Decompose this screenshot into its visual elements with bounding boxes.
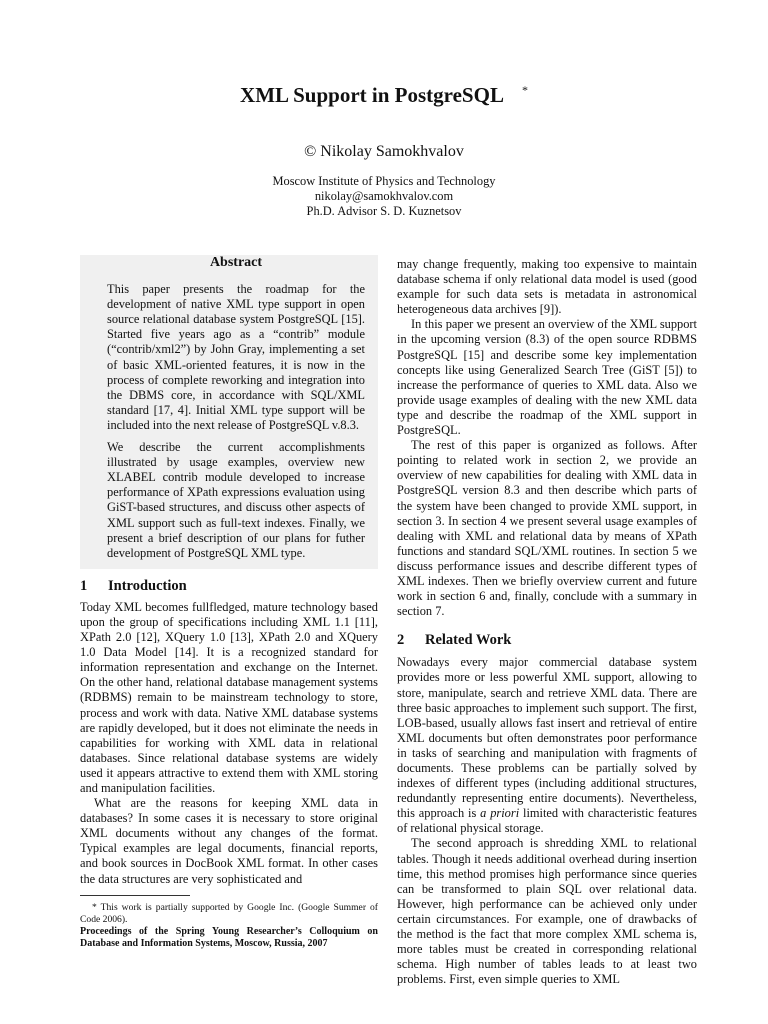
intro-paragraph-2: What are the reasons for keeping XML data in databases? In some cases it is necessary to store original XML documents without any changes of the format. Typical examples are legal documents, financial reports, and book sources in DocBook XML format. In other cases the data structures are very sophisticated and (80, 796, 378, 886)
right-paragraph-1: may change frequently, making too expensive to maintain database schema if only relational data model is used (good example for such data sets is metadata in astronomical heterogeneous data archives [9]). (397, 257, 697, 317)
right-paragraph-2: In this paper we present an overview of the XML support in the upcoming version (8.3) of the open source RDBMS PostgreSQL [15] and describe some key implementation concepts like using Generalized Search Tree (GiST [5]) to increase the performance of queries to XML data. Also we provide usage examples of dealing with the new XML data type and describe the roadmap of the XML support in PostgreSQL. (397, 317, 697, 438)
related-paragraph-2: The second approach is shredding XML to relational tables. Though it needs additional overhead during insertion time, this method promises high performance since queries can be transformed to plain SQL over relational data. However, high performance can be achieved only under certain circumstances. For example, one of drawbacks of the method is the fact that more complex XML schema is, more tables must be created in corresponding relational schema. High number of tables leads to at least two problems. First, even simple queries to XML (397, 836, 697, 987)
left-column (80, 255, 378, 950)
related-paragraph-1 (397, 655, 697, 836)
proceedings-note: Proceedings of the Spring Young Researcher’s Colloquium on Database and Information Systems, Moscow, Russia, 2007 (80, 925, 378, 949)
section-1-heading (80, 579, 378, 594)
section-2-heading (397, 633, 697, 648)
affiliation-institute: Moscow Institute of Physics and Technology (272, 174, 496, 188)
related-p1-after: limited with characteristic features of relational physical storage. (397, 806, 697, 836)
affiliation-advisor: Ph.D. Advisor S. D. Kuznetsov (306, 204, 462, 218)
section-2-number: 2 (397, 632, 405, 649)
related-p1-before: Nowadays every major commercial database system provides more or less powerful XML support, allowing to store, manipulate, search and retrieve XML data. There are three basic approaches to implement such support. The first, LOB-based, usually allows fast insert and retrieval of entire XML documents but often demonstrates poor performance in tasks of searching and manipulation with fragments of documents. These problems can be partially solved by indexes of different types (including additional structures, redundantly representing entire documents). Nevertheless, this approach is (397, 655, 697, 821)
abstract-paragraph-1: This paper presents the roadmap for the development of native XML type support in open source relational database system PostgreSQL [15]. Started five years ago as a “contrib” module (“contrib/xml2”) by John Gray, implementing a set of basic XML-oriented features, it is now in the process of complete reworking and integration into the DBMS core, in accordance with SQL/XML standard [17, 4]. Initial XML type support will be included into the next release of PostgreSQL v.8.3. (107, 282, 365, 432)
paper-title-text: XML Support in PostgreSQL (240, 83, 504, 107)
affiliation-email: nikolay@samokhvalov.com (314, 189, 454, 203)
abstract-heading: Abstract (209, 255, 263, 270)
title-footnote-mark: * (521, 83, 528, 97)
affiliation-block (0, 174, 768, 219)
section-2-title: Related Work (425, 632, 512, 649)
abstract-box (80, 255, 378, 569)
funding-footnote: * This work is partially supported by Google Inc. (Google Summer of Code 2006). (80, 901, 378, 925)
intro-paragraph-1: Today XML becomes fullfledged, mature technology based upon the group of specifications including XML 1.1 [11], XPath 2.0 [12], XQuery 1.0 [13], XPath 2.0 and XQuery 1.0 Data Model [14]. It is a recognized standard for information representation and exchange on the Internet. On the other hand, relational database management systems (RDBMS) remain to be mainstream technology to store, process and work with data. Native XML database systems are rapidly developed, but it does not eliminate the needs in capabilities for working with XML data in relational databases. Since relational database systems are widely used it appears attractive to extend them with XML storing and manipulation facilities. (80, 599, 378, 795)
author-line: © Nikolay Samokhvalov (304, 143, 464, 160)
abstract-paragraph-2: We describe the current accomplishments illustrated by usage examples, overview new XLABEL contrib module developed to increase performance of XPath expressions evaluation using GiST-based structures, and discuss other aspects of XML support such as full-text indexes. Finally, we present a brief description of our plans for futher development of PostgreSQL XML type. (107, 440, 365, 560)
right-paragraph-3: The rest of this paper is organized as follows. After pointing to related work in section 2, we provide an overview of new capabilities for dealing with XML data in PostgreSQL version 8.3 and then describe which parts of the system have been changed to provide XML support, in section 3. In section 4 we present several usage examples of dealing with XML and relational data by means of XPath functions and standard SQL/XML routines. In section 5 we discuss performance issues and describe different types of XML indexes. Then we briefly overview current and future work in section 6 and, finally, conclude with a summary in section 7. (397, 438, 697, 619)
section-1-title: Introduction (108, 577, 187, 594)
right-column (397, 257, 697, 987)
section-1-number: 1 (80, 577, 88, 594)
related-p1-emphasis: a priori (480, 806, 520, 821)
paper-title (0, 83, 768, 108)
footnote-divider (80, 895, 190, 896)
